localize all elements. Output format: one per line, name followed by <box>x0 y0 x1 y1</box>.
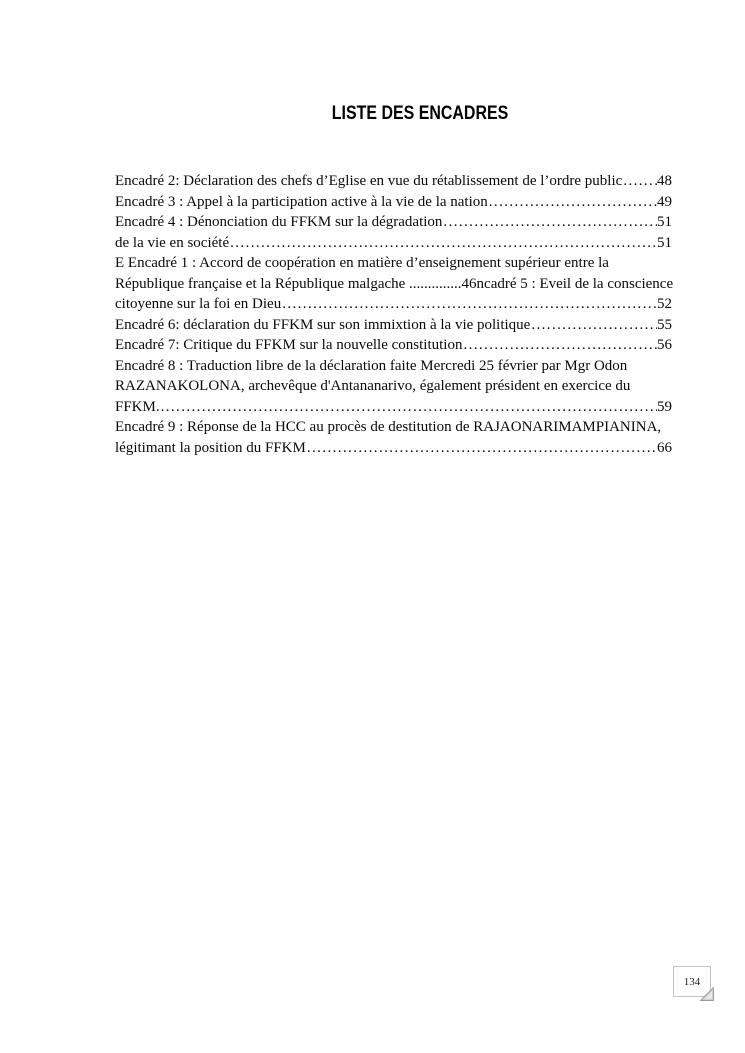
toc-line <box>115 356 672 377</box>
toc-dot-leader <box>160 397 657 418</box>
toc-line <box>115 417 672 438</box>
toc-entry-text: légitimant la position du FFKM <box>115 439 306 456</box>
toc-page-number: 55 <box>657 316 672 333</box>
toc-entry-text: Encadré 6: déclaration du FFKM sur son immixtion à la vie politique <box>115 316 531 333</box>
page-number-badge <box>673 966 711 997</box>
page-title <box>115 103 726 125</box>
toc-line <box>115 438 672 459</box>
toc-line <box>115 192 672 213</box>
toc-page-number: 52 <box>657 296 672 312</box>
toc-page-number: 49 <box>657 193 672 210</box>
toc-entry-text: E Encadré 1 : Accord de coopération en matière d’enseignement supérieur entre la <box>115 255 609 271</box>
toc-entry-text: Encadré 9 : Réponse de la HCC au procès de destitution de RAJAONARIMAMPIANINA, <box>115 419 662 435</box>
toc-entry-text: Encadré 4 : Dénonciation du FFKM sur la dégradation <box>115 214 443 230</box>
toc-dot-leader <box>442 212 657 233</box>
toc-entry-text: Encadré 8 : Traduction libre de la déclaration faite Mercredi 25 février par Mgr Odon <box>115 357 628 374</box>
page-title-text: LISTE DES ENCADRES <box>332 103 509 124</box>
toc-entry-text: de la vie en société <box>115 234 230 251</box>
toc-entry-text: Encadré 3 : Appel à la participation active à la vie de la nation <box>115 193 488 210</box>
toc-entry-text: FFKM. <box>115 398 160 415</box>
toc-page-number: 51 <box>657 234 672 251</box>
page-number-badge-value: 134 <box>683 975 701 988</box>
toc-line <box>115 212 672 233</box>
toc-dot-leader <box>488 192 657 213</box>
toc-entry-text: RAZANAKOLONA, archevêque d'Antananarivo, également président en exercice du <box>115 378 631 394</box>
toc-line <box>115 397 672 418</box>
toc-page-number: 56 <box>657 337 672 353</box>
toc-line <box>115 171 672 192</box>
toc-line <box>115 335 672 356</box>
toc-list <box>115 171 672 458</box>
toc-entry-text: Encadré 7: Critique du FFKM sur la nouvelle constitution <box>115 337 463 353</box>
toc-line <box>115 294 672 315</box>
toc-dot-leader <box>306 438 657 459</box>
toc-entry-text: République française et la République malgache ..............46ncadré 5 : Eveil de la conscience <box>115 275 674 292</box>
toc-dot-leader <box>622 171 657 192</box>
toc-dot-leader <box>281 294 657 315</box>
folded-corner-icon <box>700 987 715 1002</box>
toc-line <box>115 274 672 295</box>
toc-page-number: 66 <box>657 439 672 456</box>
toc-page-number: 59 <box>657 398 672 415</box>
toc-line <box>115 233 672 254</box>
toc-line <box>115 253 672 274</box>
toc-line <box>115 376 672 397</box>
toc-dot-leader <box>462 335 657 356</box>
toc-entry-text: Encadré 2: Déclaration des chefs d’Eglise en vue du rétablissement de l’ordre public <box>115 173 623 189</box>
toc-dot-leader <box>229 233 657 254</box>
toc-dot-leader <box>530 315 657 336</box>
toc-page-number: 51 <box>657 214 672 230</box>
toc-entry-text: citoyenne sur la foi en Dieu <box>115 296 282 312</box>
toc-page-number: 48 <box>657 173 672 189</box>
toc-line <box>115 315 672 336</box>
